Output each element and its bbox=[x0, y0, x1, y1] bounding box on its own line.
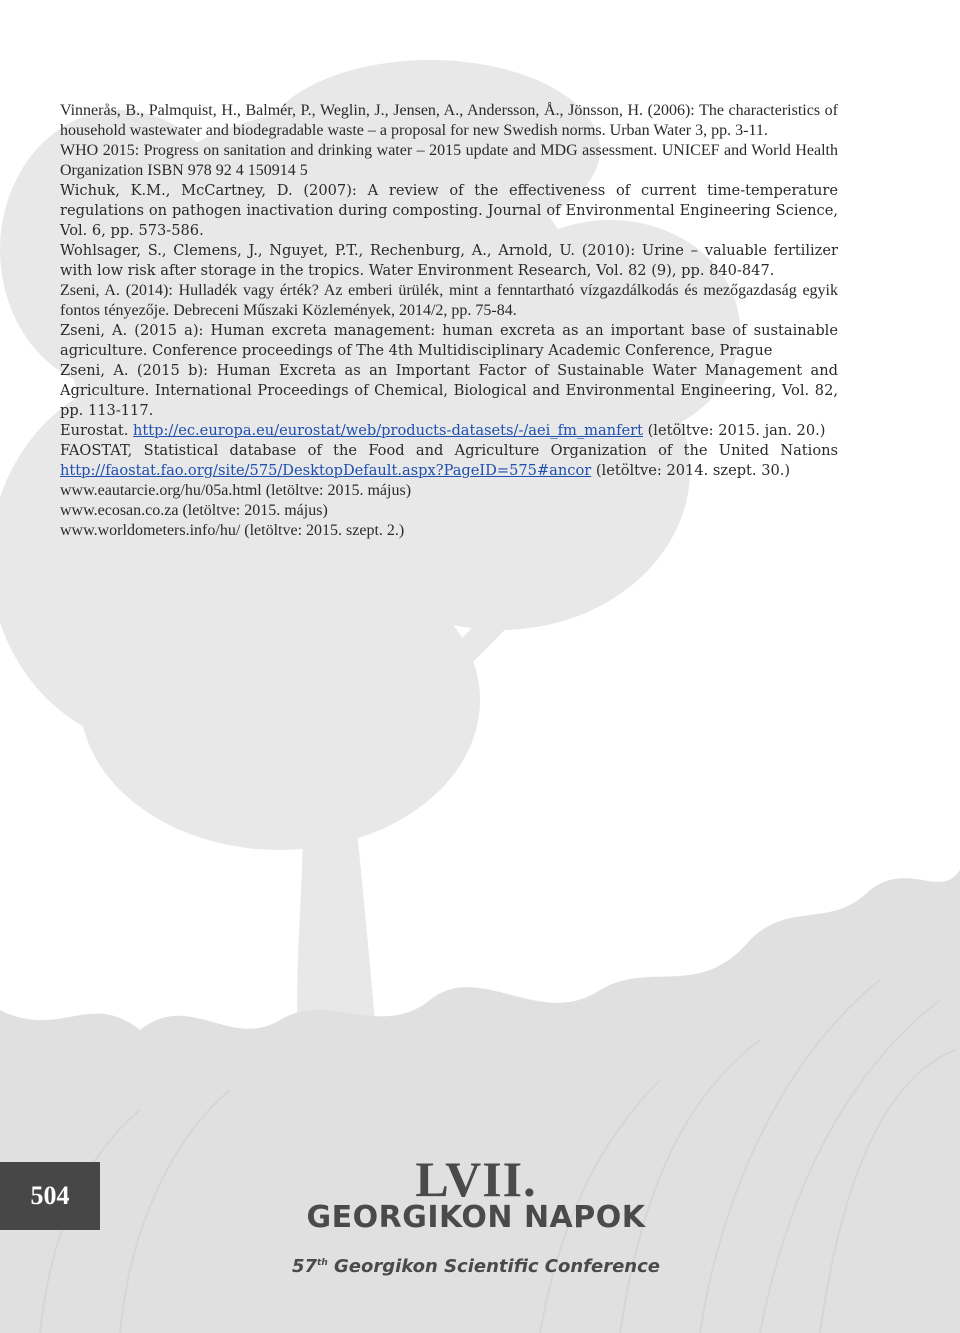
reference-item-who bbox=[60, 141, 838, 181]
conference-subtitle bbox=[280, 1256, 672, 1277]
reference-text: (letöltve: 2014. szept. 30.) bbox=[591, 462, 791, 479]
reference-text: Eurostat. bbox=[60, 422, 134, 439]
reference-text: (letöltve: 2015. jan. 20.) bbox=[642, 422, 826, 439]
subtitle-text: Georgikon Scientific Conference bbox=[327, 1256, 661, 1277]
subtitle-number: 57 bbox=[291, 1256, 318, 1277]
reference-item-eautarcie bbox=[60, 481, 838, 501]
reference-text: WHO 2015: Progress on sanitation and drinking water – 2015 update and MDG assessment. UNICEF and World Health Organization ISBN 978 92 4 150914 5 bbox=[60, 142, 838, 179]
subtitle-suffix: th bbox=[317, 1258, 328, 1268]
reference-list bbox=[60, 101, 838, 541]
reference-text: Zseni, A. (2015 b): Human Excreta as an Important Factor of Sustainable Water Management and Agriculture. International Proceedings of Chemical, Biological and Environmental Engineering, Vol. 82, pp. 113-117. bbox=[60, 362, 838, 419]
conference-name: GEORGIKON NAPOK bbox=[306, 1200, 646, 1235]
reference-text: www.worldometers.info/hu/ (letöltve: 2015. szept. 2.) bbox=[60, 522, 405, 539]
reference-item-zseni2015a bbox=[60, 321, 838, 361]
reference-link[interactable]: http://faostat.fao.org/site/575/DesktopDefault.aspx?PageID=575#ancor bbox=[60, 462, 592, 479]
reference-item-zseni2014 bbox=[60, 281, 838, 321]
reference-text: Vinnerås, B., Palmquist, H., Balmér, P., Weglin, J., Jensen, A., Andersson, Å., Jönsson, H. (2006): The characteristics of household wastewater and biodegradable waste – a proposal for new Swedish norms. Urban Water 3, pp. 3-11. bbox=[60, 102, 838, 139]
reference-text: Zseni, A. (2014): Hulladék vagy érték? Az emberi ürülék, mint a fenntartható vízgazdálkodás és mezőgazdaság egyik fontos tényezője. Debreceni Műszaki Közlemények, 2014/2, pp. 75-84. bbox=[60, 282, 838, 319]
reference-text: www.eautarcie.org/hu/05a.html (letöltve: 2015. május) bbox=[60, 482, 412, 499]
reference-item-ecosan bbox=[60, 501, 838, 521]
reference-item-wichuk bbox=[60, 181, 838, 241]
reference-item-worldometers bbox=[60, 521, 838, 541]
reference-text: www.ecosan.co.za (letöltve: 2015. május) bbox=[60, 502, 328, 519]
reference-item-zseni2015b bbox=[60, 361, 838, 421]
page-number: 504 bbox=[30, 1181, 70, 1210]
reference-link[interactable]: http://ec.europa.eu/eurostat/web/products-datasets/-/aei_fm_manfert bbox=[133, 422, 643, 439]
reference-item-vinneras bbox=[60, 101, 838, 141]
reference-item-eurostat bbox=[60, 421, 838, 441]
page-number-box bbox=[0, 1162, 100, 1230]
reference-text: Zseni, A. (2015 a): Human excreta management: human excreta as an important base of sustainable agriculture. Conference proceedings of The 4th Multidisciplinary Academic Conference, Prague bbox=[60, 322, 838, 359]
reference-item-wohlsager bbox=[60, 241, 838, 281]
reference-item-faostat bbox=[60, 441, 838, 481]
reference-text: Wichuk, K.M., McCartney, D. (2007): A review of the effectiveness of current time-temperature regulations on pathogen inactivation during composting. Journal of Environmental Engineering Science, Vol. 6, pp. 573-586. bbox=[60, 182, 838, 239]
reference-text: Wohlsager, S., Clemens, J., Nguyet, P.T., Rechenburg, A., Arnold, U. (2010): Urine – valuable fertilizer with low risk after storage in the tropics. Water Environment Research, Vol. 82 (9), pp. 840-847. bbox=[60, 242, 838, 279]
conference-roman-numeral: LVII. bbox=[415, 1151, 537, 1207]
reference-text: FAOSTAT, Statistical database of the Food and Agriculture Organization of the United Nations bbox=[60, 442, 838, 459]
